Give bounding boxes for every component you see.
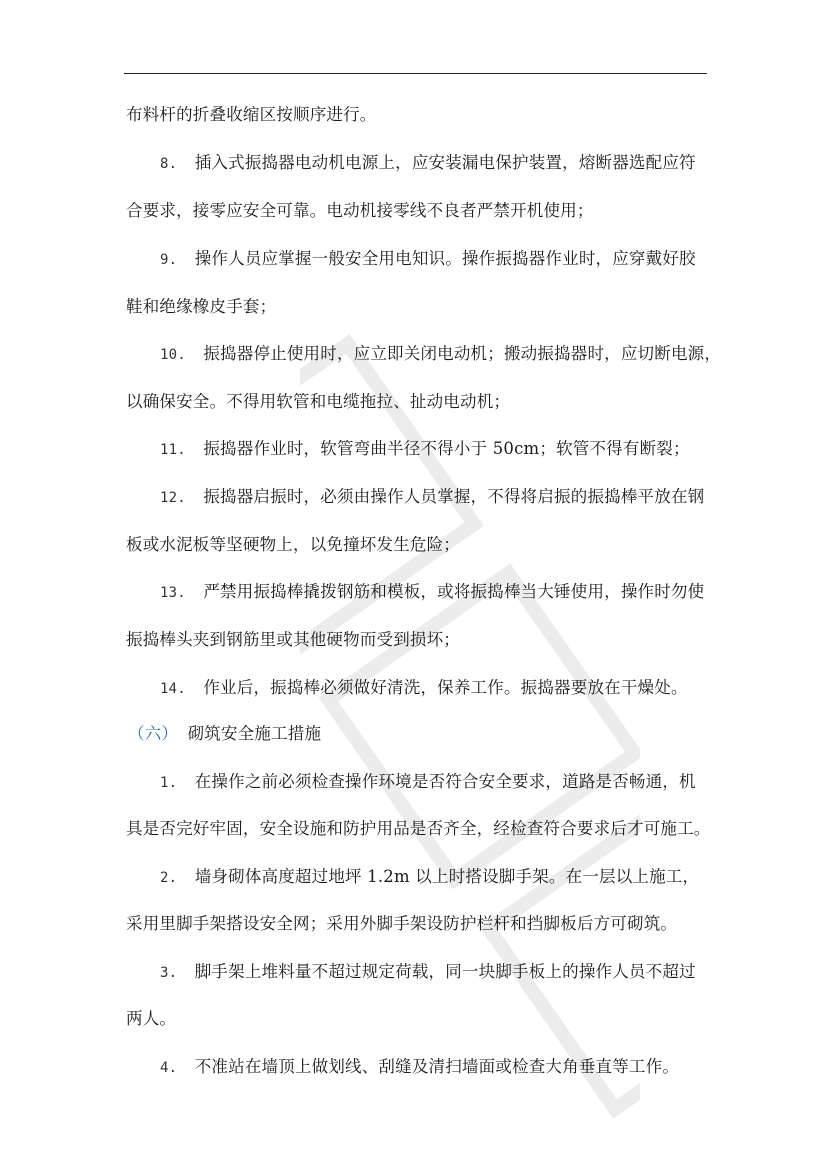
- line-text: 合要求，接零应安全可靠。电动机接零线不良者严禁开机使用；: [126, 201, 594, 220]
- line-text: 严禁用振捣棒撬拨钢筋和模板，或将振捣棒当大锤使用，操作时勿使: [203, 582, 705, 601]
- list-item-9: [160, 249, 696, 270]
- line-text: 脚手架上堆料量不超过规定荷载，同一块脚手板上的操作人员不超过: [194, 962, 696, 981]
- section-heading: [128, 724, 321, 744]
- item-number: 2.: [160, 870, 178, 886]
- text-line-continuation: [126, 914, 677, 934]
- list-item-13: [160, 582, 704, 603]
- line-text: 不准站在墙顶上做划线、刮缝及清扫墙面或检查大角垂直等工作。: [194, 1057, 680, 1076]
- item-number: 9.: [160, 252, 178, 268]
- line-text: 布料杆的折叠收缩区按顺序进行。: [126, 105, 377, 124]
- item-number: 14.: [160, 681, 186, 697]
- line-text: 插入式振捣器电动机电源上，应安装漏电保护装置，熔断器选配应符: [194, 153, 696, 172]
- item-number: 12.: [160, 490, 186, 506]
- item-number: 13.: [160, 585, 186, 601]
- section-title: 砌筑安全施工措施: [187, 724, 322, 743]
- line-text: 作业后，振捣棒必须做好清洗，保养工作。振捣器要放在干燥处。: [203, 678, 688, 697]
- section-number: （六）: [128, 724, 179, 743]
- list-item-4: [160, 1057, 679, 1078]
- list-item-1: [160, 772, 696, 793]
- line-text: 板或水泥板等坚硬物上，以免撞坏发生危险；: [126, 535, 460, 554]
- item-number: 4.: [160, 1060, 178, 1076]
- line-text: 振捣器启振时，必须由操作人员掌握，不得将启振的振捣棒平放在钢: [203, 487, 705, 506]
- line-text: 振捣器作业时，软管弯曲半径不得小于 50cm；软管不得有断裂；: [203, 439, 690, 458]
- line-text: 以确保安全。不得用软管和电缆拖拉、扯动电动机；: [126, 392, 511, 411]
- line-text: 墙身砌体高度超过地坪 1.2m 以上时搭设脚手架。在一层以上施工，: [194, 867, 700, 886]
- line-text: 振捣棒头夹到钢筋里或其他硬物而受到损坏；: [126, 630, 460, 649]
- header-rule: [124, 73, 707, 74]
- list-item-14: [160, 678, 688, 699]
- list-item-12: [160, 487, 704, 508]
- list-item-2: [160, 867, 699, 888]
- line-text: 采用里脚手架搭设安全网；采用外脚手架设防护栏杆和挡脚板后方可砌筑。: [126, 914, 678, 933]
- text-line-continuation: [126, 535, 460, 555]
- text-line-continuation: [126, 630, 460, 650]
- list-item-11: [160, 439, 690, 460]
- list-item-8: [160, 153, 696, 174]
- line-text: 两人。: [126, 1009, 177, 1028]
- line-text: 振捣器停止使用时，应立即关闭电动机；搬动振捣器时，应切断电源，: [203, 344, 722, 363]
- item-number: 3.: [160, 965, 178, 981]
- text-line-continuation: [126, 297, 276, 317]
- line-text: 操作人员应掌握一般安全用电知识。操作振捣器作业时，应穿戴好胶: [194, 249, 696, 268]
- line-text: 在操作之前必须检查操作环境是否符合安全要求，道路是否畅通，机: [194, 772, 696, 791]
- item-number: 1.: [160, 775, 178, 791]
- text-line-continuation: [126, 201, 594, 221]
- item-number: 10.: [160, 347, 186, 363]
- item-number: 11.: [160, 442, 186, 458]
- list-item-3: [160, 962, 696, 983]
- text-line-continuation: [126, 392, 510, 412]
- text-line-continuation: [126, 1009, 176, 1029]
- text-line-1: [126, 105, 377, 125]
- text-line-continuation: [126, 819, 711, 839]
- list-item-10: [160, 344, 721, 365]
- item-number: 8.: [160, 156, 178, 172]
- line-text: 具是否完好牢固，安全设施和防护用品是否齐全，经检查符合要求后才可施工。: [126, 819, 711, 838]
- line-text: 鞋和绝缘橡皮手套；: [126, 297, 277, 316]
